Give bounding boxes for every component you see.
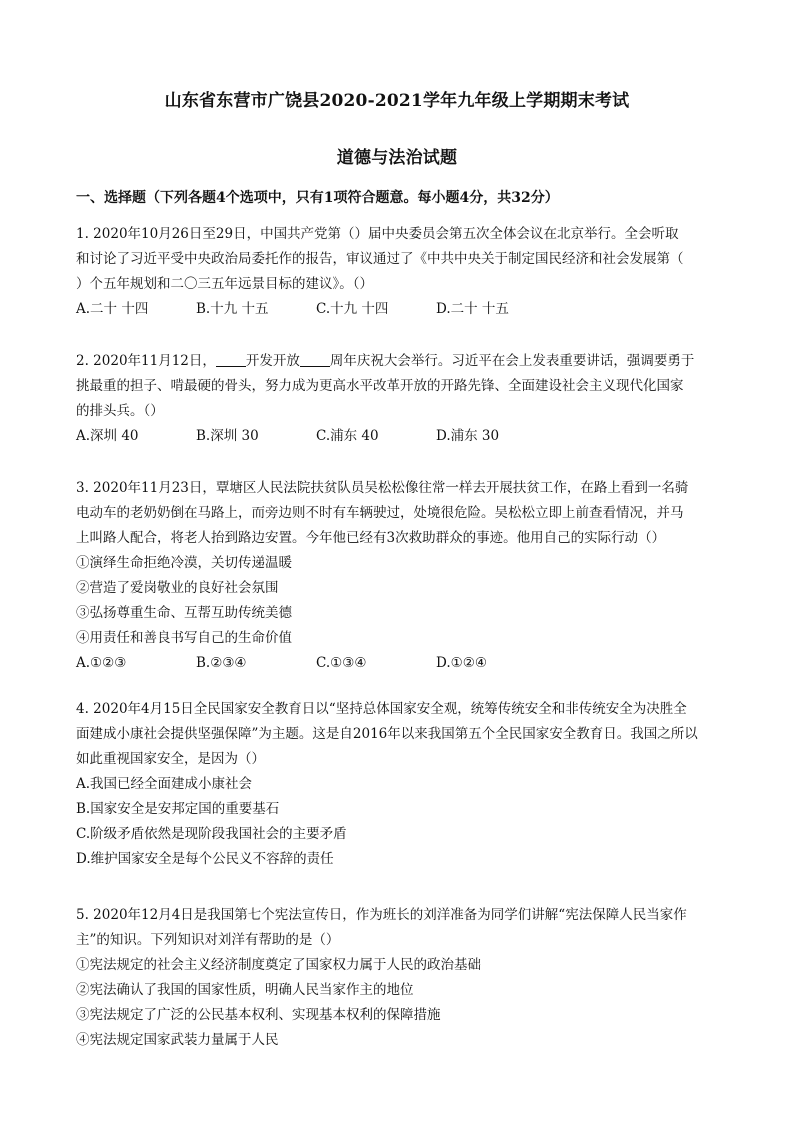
- option-d: D.①②④: [436, 655, 487, 671]
- option-b: B.深圳 30: [196, 428, 259, 444]
- option-a: A.①②③: [76, 655, 127, 671]
- question-4-line-2: 面建成小康社会提供坚强保障”为主题。这是自2016年以来我国第五个全民国家安全教育日。我国之所以: [76, 726, 698, 742]
- question-5: [76, 903, 720, 1053]
- question-1: [76, 222, 720, 322]
- question-4: [76, 697, 720, 872]
- question-3-options: [76, 651, 720, 676]
- question-4-line-1: 4. 2020年4月15日全民国家安全教育日以“坚持总体国家安全观，统筹传统安全和非传统安全为决胜全: [76, 701, 687, 717]
- question-1-options: [76, 297, 720, 322]
- option-c: C.①③④: [316, 655, 367, 671]
- option-b: B.②③④: [196, 655, 247, 671]
- option-d: D.浦东 30: [436, 428, 500, 444]
- question-3-item-2: ②营造了爱岗敬业的良好社会氛围: [76, 580, 279, 596]
- question-5-item-3: ③宪法规定了广泛的公民基本权利、实现基本权利的保障措施: [76, 1007, 441, 1023]
- question-3-line-1: 3. 2020年11月23日，覃塘区人民法院扶贫队员吴松松像往常一样去开展扶贫工作，在路上看到一名骑: [76, 480, 689, 496]
- question-2-line-1: [76, 349, 720, 374]
- option-d: D.维护国家安全是每个公民义不容辞的责任: [76, 851, 334, 867]
- question-3-item-3: ③弘扬尊重生命、互帮互助传统美德: [76, 605, 292, 621]
- question-2: [76, 349, 720, 449]
- question-2-line-2: 挑最重的担子、啃最硬的骨头，努力成为更高水平改革开放的开路先锋、全面建设社会主义现代化国家: [76, 378, 684, 394]
- answer-blank: [300, 352, 330, 367]
- question-5-item-1: ①宪法规定的社会主义经济制度奠定了国家权力属于人民的政治基础: [76, 957, 481, 973]
- question-3-item-1: ①演绎生命拒绝冷漠，关切传递温暖: [76, 555, 292, 571]
- option-a: A.我国已经全面建成小康社会: [76, 776, 253, 792]
- question-2-options: [76, 424, 720, 449]
- question-3: [76, 476, 720, 676]
- option-b: B.国家安全是安邦定国的重要基石: [76, 801, 280, 817]
- exam-subtitle: 道德与法治试题: [336, 148, 458, 168]
- question-3-item-4: ④用责任和善良书写自己的生命价值: [76, 630, 292, 646]
- question-5-item-2: ②宪法确认了我国的国家性质，明确人民当家作主的地位: [76, 982, 414, 998]
- question-5-item-4: ④宪法规定国家武装力量属于人民: [76, 1032, 279, 1048]
- question-2-text-c: 周年庆祝大会举行。习近平在会上发表重要讲话，强调要勇于: [329, 353, 695, 369]
- question-1-line-3: ）个五年规划和二〇三五年远景目标的建议》。（）: [76, 276, 373, 292]
- answer-blank: [216, 352, 246, 367]
- option-c: C.浦东 40: [316, 428, 379, 444]
- question-1-line-1: 1. 2020年10月26日至29日，中国共产党第（）届中央委员会第五次全体会议在北京举行。全会听取: [76, 226, 679, 242]
- question-5-line-2: 主”的知识。下列知识对刘洋有帮助的是（）: [76, 932, 340, 948]
- section-heading: 一、选择题（下列各题4个选项中，只有1项符合题意。每小题4分，共32分）: [76, 190, 559, 206]
- question-2-line-3: 的排头兵。（）: [76, 403, 164, 419]
- option-c: C.阶级矛盾依然是现阶段我国社会的主要矛盾: [76, 826, 347, 842]
- question-2-text-a: 2. 2020年11月12日，: [76, 353, 216, 369]
- option-b: B.十九 十五: [196, 301, 269, 317]
- option-a: A.深圳 40: [76, 428, 139, 444]
- option-d: D.二十 十五: [436, 301, 509, 317]
- question-1-line-2: 和讨论了习近平受中央政治局委托作的报告，审议通过了《中共中央关于制定国民经济和社会发展第（: [76, 251, 684, 267]
- question-4-line-3: 如此重视国家安全，是因为（）: [76, 751, 265, 767]
- option-c: C.十九 十四: [316, 301, 389, 317]
- question-2-text-b: 开发开放: [245, 353, 300, 369]
- exam-title: 山东省东营市广饶县2020-2021学年九年级上学期期末考试: [164, 91, 630, 111]
- option-a: A.二十 十四: [76, 301, 149, 317]
- question-5-line-1: 5. 2020年12月4日是我国第七个宪法宣传日，作为班长的刘洋准备为同学们讲解“宪法保障人民当家作: [76, 907, 687, 923]
- question-3-line-3: 上叫路人配合，将老人抬到路边安置。今年他已经有3次救助群众的事迹。他用自己的实际行动（）: [76, 530, 666, 546]
- question-3-line-2: 电动车的老奶奶倒在马路上，而旁边则不时有车辆驶过，处境很危险。吴松松立即上前查看情况，并马: [76, 505, 684, 521]
